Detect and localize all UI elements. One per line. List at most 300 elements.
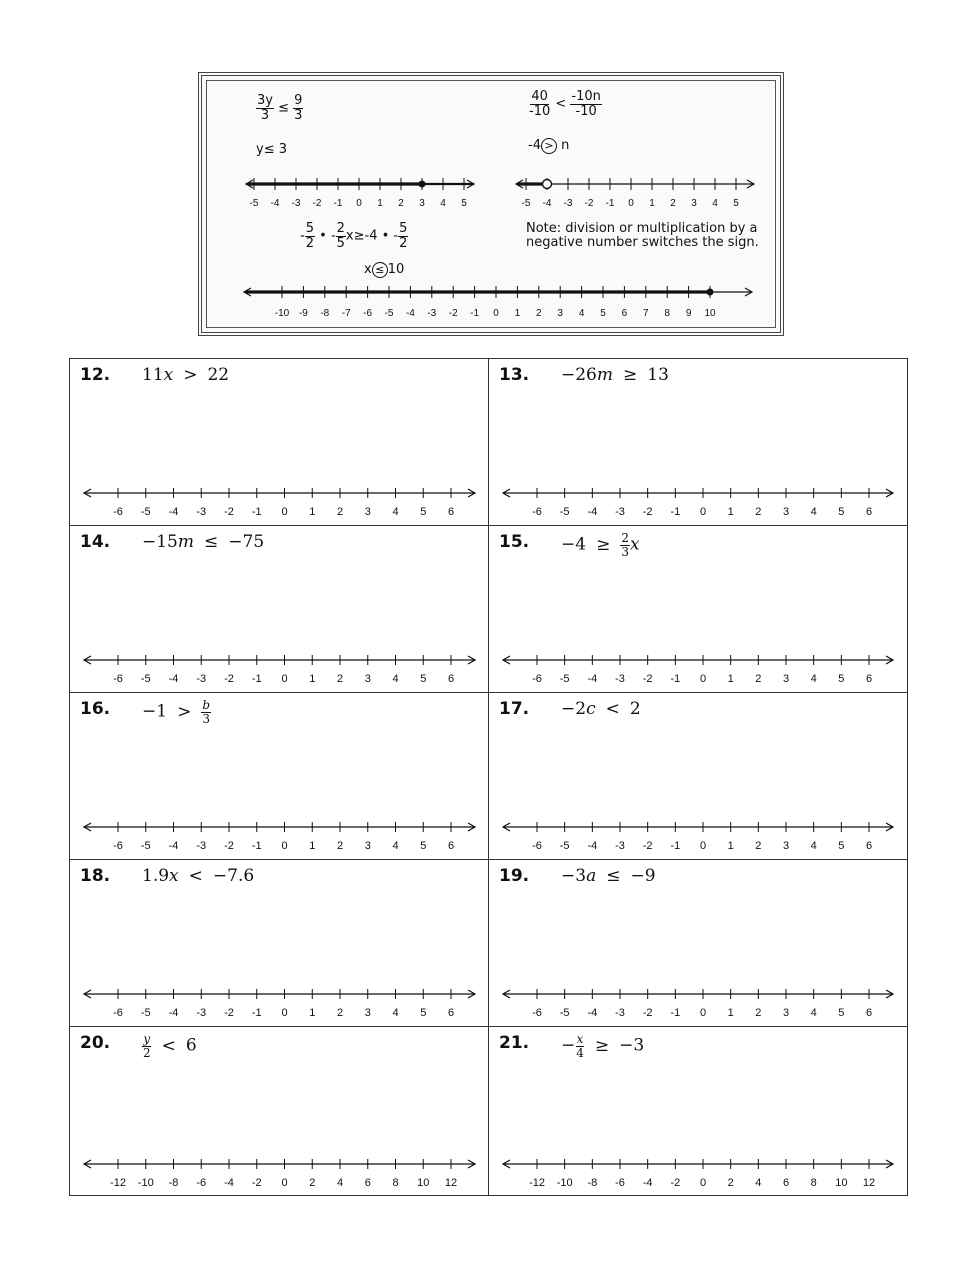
coefficient: −2 bbox=[561, 699, 587, 719]
tick-label: -1 bbox=[670, 840, 681, 849]
tick-label: 5 bbox=[733, 198, 739, 209]
ex2-result-sign: > bbox=[541, 138, 557, 154]
solution-open-dot bbox=[543, 180, 552, 189]
ex2-rhs-den: -10 bbox=[575, 103, 597, 119]
tick-label: 3 bbox=[364, 506, 371, 515]
ex1-lhs-den: 3 bbox=[260, 107, 270, 123]
example3-number-line bbox=[238, 280, 758, 320]
problem-cell bbox=[489, 359, 907, 526]
relation-sign: > bbox=[183, 365, 198, 385]
tick-label: -2 bbox=[642, 840, 653, 849]
left-value: −4 bbox=[561, 534, 587, 555]
tick-label: -2 bbox=[251, 1177, 262, 1186]
example2-result bbox=[528, 138, 569, 154]
problem-cell bbox=[70, 693, 489, 860]
problem-number: 19. bbox=[499, 866, 530, 886]
answer-number-line[interactable] bbox=[78, 819, 481, 849]
ex1-rel: ≤ bbox=[278, 100, 290, 116]
right-value: −9 bbox=[630, 866, 656, 886]
tick-label: 6 bbox=[447, 506, 455, 515]
tick-label: -9 bbox=[298, 308, 308, 319]
tick-label: -6 bbox=[615, 1177, 625, 1186]
tick-label: -6 bbox=[113, 840, 123, 849]
tick-label: 5 bbox=[838, 673, 845, 682]
problem-number: 12. bbox=[80, 365, 111, 385]
tick-label: 1 bbox=[309, 1007, 316, 1016]
tick-label: 2 bbox=[336, 506, 344, 515]
ex3-result-pre: x bbox=[364, 262, 372, 277]
tick-label: 1 bbox=[727, 673, 734, 682]
problem-cell bbox=[489, 860, 907, 1027]
tick-label: 3 bbox=[557, 308, 563, 319]
tick-label: 12 bbox=[444, 1177, 458, 1186]
tick-label: -1 bbox=[251, 506, 262, 515]
tick-label: -5 bbox=[559, 506, 570, 515]
tick-label: 0 bbox=[699, 1007, 707, 1016]
tick-label: -1 bbox=[670, 506, 681, 515]
tick-label: -6 bbox=[113, 1007, 123, 1016]
tick-label: -10 bbox=[556, 1177, 573, 1186]
tick-label: -7 bbox=[341, 308, 351, 319]
problem-cell bbox=[70, 359, 489, 526]
tick-label: -2 bbox=[224, 673, 234, 682]
tick-label: -4 bbox=[405, 308, 415, 319]
tick-label: 4 bbox=[712, 198, 718, 209]
tick-label: 2 bbox=[309, 1177, 316, 1186]
tick-label: -1 bbox=[251, 673, 262, 682]
fraction-denominator: 3 bbox=[202, 711, 210, 726]
tick-label: -2 bbox=[312, 198, 322, 209]
answer-number-line[interactable] bbox=[497, 485, 899, 515]
tick-label: -4 bbox=[168, 840, 179, 849]
fraction bbox=[142, 1033, 152, 1059]
tick-label: 3 bbox=[782, 506, 790, 515]
variable: m bbox=[177, 532, 195, 552]
tick-label: -4 bbox=[587, 673, 598, 682]
tick-label: -4 bbox=[224, 1177, 234, 1186]
tick-label: 0 bbox=[356, 198, 362, 209]
tick-label: -3 bbox=[615, 506, 625, 515]
fraction bbox=[575, 1033, 585, 1059]
tick-label: -6 bbox=[113, 506, 123, 515]
tick-label: 0 bbox=[281, 506, 288, 515]
tick-label: -4 bbox=[587, 1007, 598, 1016]
tick-label: 4 bbox=[578, 308, 585, 319]
tick-label: 3 bbox=[691, 198, 697, 209]
tick-label: -12 bbox=[529, 1177, 545, 1186]
tick-label: -4 bbox=[587, 506, 598, 515]
ex2-rel: < bbox=[555, 96, 567, 112]
tick-label: 1 bbox=[514, 308, 521, 319]
ex3-neg2: - bbox=[330, 228, 336, 244]
tick-label: 0 bbox=[699, 673, 707, 682]
problem-inequality bbox=[561, 365, 669, 385]
tick-label: 3 bbox=[782, 840, 790, 849]
problem-cell bbox=[70, 1027, 489, 1196]
tick-label: 5 bbox=[420, 673, 427, 682]
tick-label: 2 bbox=[398, 198, 404, 209]
tick-label: -1 bbox=[333, 198, 343, 209]
tick-label: 0 bbox=[699, 1177, 707, 1186]
tick-label: -3 bbox=[615, 840, 625, 849]
tick-label: 1 bbox=[309, 840, 316, 849]
problem-cell bbox=[70, 860, 489, 1027]
problem-number: 16. bbox=[80, 699, 111, 719]
tick-label: 6 bbox=[865, 1007, 873, 1016]
tick-label: -5 bbox=[140, 1007, 151, 1016]
variable: c bbox=[586, 699, 596, 719]
tick-label: 1 bbox=[309, 673, 316, 682]
coefficient: 1.9 bbox=[142, 866, 170, 886]
right-value: −7.6 bbox=[212, 866, 255, 886]
ex3-f1-num: 5 bbox=[305, 221, 314, 236]
negative-sign: − bbox=[561, 1035, 576, 1056]
problem-grid bbox=[69, 358, 908, 1196]
tick-label: -4 bbox=[587, 840, 598, 849]
tick-label: 2 bbox=[536, 308, 542, 319]
tick-label: 4 bbox=[755, 1177, 762, 1186]
tick-label: 2 bbox=[755, 673, 762, 682]
variable: a bbox=[586, 866, 597, 886]
tick-label: 4 bbox=[336, 1177, 344, 1186]
tick-label: 3 bbox=[364, 840, 371, 849]
fraction-denominator: 4 bbox=[576, 1045, 584, 1060]
example-note: Note: division or multiplication by a negative number switches the sign. bbox=[526, 221, 759, 250]
tick-label: -2 bbox=[642, 673, 653, 682]
solution-dot bbox=[707, 289, 714, 296]
answer-number-line[interactable] bbox=[78, 986, 481, 1016]
relation-sign: ≤ bbox=[606, 866, 621, 886]
tick-label: 0 bbox=[628, 198, 634, 209]
tick-label: 0 bbox=[281, 673, 288, 682]
tick-label: 5 bbox=[838, 1007, 845, 1016]
tick-label: -6 bbox=[532, 673, 542, 682]
fraction-numerator: x bbox=[576, 1032, 584, 1046]
tick-label: -2 bbox=[224, 1007, 234, 1016]
tick-label: -6 bbox=[532, 506, 542, 515]
answer-number-line[interactable] bbox=[78, 652, 481, 682]
tick-label: 2 bbox=[755, 1007, 762, 1016]
tick-label: -6 bbox=[363, 308, 373, 319]
right-value: 6 bbox=[185, 1035, 197, 1056]
tick-label: 4 bbox=[392, 840, 399, 849]
tick-label: 0 bbox=[281, 840, 288, 849]
ex2-result-post: n bbox=[561, 138, 570, 153]
ex1-rhs-den: 3 bbox=[294, 107, 303, 123]
tick-label: 1 bbox=[649, 198, 655, 209]
tick-label: -6 bbox=[196, 1177, 207, 1186]
ex3-mid: x≥-4 • - bbox=[345, 228, 399, 244]
relation-sign: < bbox=[188, 866, 203, 886]
tick-label: 5 bbox=[600, 308, 606, 319]
coefficient: −3 bbox=[561, 866, 587, 886]
fraction bbox=[620, 532, 630, 558]
tick-label: -4 bbox=[168, 673, 179, 682]
tick-label: -10 bbox=[137, 1177, 154, 1186]
tick-label: -6 bbox=[113, 673, 123, 682]
answer-number-line[interactable] bbox=[497, 819, 899, 849]
tick-label: 7 bbox=[643, 308, 649, 319]
tick-label: -1 bbox=[670, 1007, 681, 1016]
tick-label: -3 bbox=[615, 673, 625, 682]
example1-equation bbox=[256, 94, 303, 122]
problem-inequality bbox=[142, 699, 211, 725]
tick-label: 1 bbox=[309, 506, 316, 515]
example3-equation bbox=[300, 222, 408, 250]
tick-label: -3 bbox=[291, 198, 301, 209]
right-value: 2 bbox=[629, 699, 641, 719]
left-value: −1 bbox=[142, 701, 168, 722]
tick-label: 6 bbox=[782, 1177, 790, 1186]
variable: m bbox=[596, 365, 614, 385]
tick-label: 0 bbox=[699, 840, 707, 849]
tick-label: 5 bbox=[838, 506, 845, 515]
problem-number: 20. bbox=[80, 1033, 111, 1053]
tick-label: 4 bbox=[810, 840, 817, 849]
tick-label: 3 bbox=[364, 673, 371, 682]
answer-number-line[interactable] bbox=[78, 1156, 481, 1186]
problem-number: 13. bbox=[499, 365, 530, 385]
ex2-result-pre: -4 bbox=[528, 138, 541, 153]
example-box bbox=[198, 72, 784, 336]
tick-label: 9 bbox=[685, 308, 692, 319]
fraction-numerator: b bbox=[202, 698, 210, 712]
tick-label: 2 bbox=[336, 673, 344, 682]
tick-label: -3 bbox=[196, 840, 207, 849]
tick-label: -2 bbox=[448, 308, 458, 319]
variable: x bbox=[629, 534, 640, 555]
problem-inequality bbox=[142, 866, 254, 886]
relation-sign: ≥ bbox=[594, 1035, 610, 1056]
problem-inequality bbox=[561, 1033, 644, 1059]
ex3-f1-den: 2 bbox=[305, 235, 314, 251]
problem-number: 14. bbox=[80, 532, 111, 552]
ex3-f2-num: 2 bbox=[336, 221, 345, 236]
relation-sign: > bbox=[177, 701, 192, 722]
example2-equation bbox=[528, 90, 602, 118]
answer-number-line[interactable] bbox=[497, 652, 899, 682]
tick-label: -1 bbox=[251, 1007, 262, 1016]
tick-label: 4 bbox=[810, 506, 817, 515]
tick-label: -3 bbox=[196, 1007, 207, 1016]
tick-label: -3 bbox=[615, 1007, 625, 1016]
ex1-lhs-num: 3y bbox=[257, 93, 273, 108]
tick-label: -8 bbox=[320, 308, 330, 319]
example1-number-line bbox=[240, 172, 480, 212]
tick-label: 2 bbox=[755, 506, 762, 515]
tick-label: -3 bbox=[196, 673, 207, 682]
ex3-result-sign: ≤ bbox=[372, 262, 388, 278]
tick-label: 3 bbox=[782, 1007, 790, 1016]
tick-label: 5 bbox=[420, 1007, 427, 1016]
problem-cell bbox=[489, 1027, 907, 1196]
tick-label: -8 bbox=[587, 1177, 598, 1186]
example1-result: y≤ 3 bbox=[256, 142, 287, 157]
tick-label: 6 bbox=[447, 840, 455, 849]
relation-sign: ≤ bbox=[204, 532, 219, 552]
fraction-denominator: 3 bbox=[621, 544, 629, 559]
tick-label: 5 bbox=[420, 840, 427, 849]
tick-label: 12 bbox=[862, 1177, 876, 1186]
problem-cell bbox=[489, 526, 907, 693]
tick-label: -4 bbox=[168, 506, 179, 515]
tick-label: -2 bbox=[642, 1007, 653, 1016]
coefficient: −26 bbox=[561, 365, 597, 385]
tick-label: 10 bbox=[835, 1177, 848, 1186]
tick-label: -6 bbox=[532, 1007, 542, 1016]
tick-label: -2 bbox=[224, 840, 234, 849]
tick-label: 6 bbox=[447, 673, 455, 682]
tick-label: 4 bbox=[392, 1007, 399, 1016]
tick-label: 2 bbox=[755, 840, 762, 849]
tick-label: 6 bbox=[447, 1007, 455, 1016]
problem-number: 15. bbox=[499, 532, 530, 552]
tick-label: -2 bbox=[584, 198, 594, 209]
tick-label: -5 bbox=[384, 308, 394, 319]
tick-label: 6 bbox=[865, 840, 873, 849]
tick-label: -8 bbox=[168, 1177, 179, 1186]
tick-label: -4 bbox=[168, 1007, 179, 1016]
relation-sign: < bbox=[605, 699, 620, 719]
tick-label: 3 bbox=[419, 198, 425, 209]
tick-label: -5 bbox=[249, 198, 259, 209]
right-value: 22 bbox=[207, 365, 230, 385]
tick-label: 2 bbox=[670, 198, 676, 209]
problem-inequality bbox=[561, 866, 656, 886]
tick-label: 3 bbox=[782, 673, 790, 682]
fraction-numerator: y bbox=[143, 1032, 151, 1046]
answer-number-line[interactable] bbox=[78, 485, 481, 515]
tick-label: 6 bbox=[364, 1177, 371, 1186]
tick-label: 5 bbox=[838, 840, 845, 849]
tick-label: -1 bbox=[470, 308, 480, 319]
fraction bbox=[201, 699, 211, 725]
tick-label: 2 bbox=[727, 1177, 734, 1186]
solution-dot bbox=[419, 181, 426, 188]
coefficient: −15 bbox=[142, 532, 178, 552]
tick-label: -1 bbox=[251, 840, 262, 849]
right-value: 13 bbox=[647, 365, 669, 385]
tick-label: -3 bbox=[563, 198, 573, 209]
tick-label: -2 bbox=[642, 506, 653, 515]
ex2-lhs-den: -10 bbox=[529, 103, 551, 119]
tick-label: 8 bbox=[664, 308, 670, 319]
problem-cell bbox=[70, 526, 489, 693]
example3-result bbox=[364, 262, 404, 278]
tick-label: -5 bbox=[140, 506, 151, 515]
right-value: −75 bbox=[228, 532, 265, 552]
tick-label: 4 bbox=[440, 198, 446, 209]
tick-label: -12 bbox=[110, 1177, 126, 1186]
tick-label: 6 bbox=[865, 506, 873, 515]
problem-inequality bbox=[142, 532, 264, 552]
tick-label: 5 bbox=[461, 198, 467, 209]
tick-label: -3 bbox=[196, 506, 207, 515]
fraction-numerator: 2 bbox=[621, 531, 629, 545]
tick-label: -10 bbox=[274, 308, 290, 319]
tick-label: 6 bbox=[865, 673, 873, 682]
tick-label: 10 bbox=[417, 1177, 430, 1186]
tick-label: 1 bbox=[727, 840, 734, 849]
tick-label: 5 bbox=[420, 506, 427, 515]
example2-number-line bbox=[510, 172, 760, 212]
tick-label: -4 bbox=[270, 198, 280, 209]
tick-label: -5 bbox=[559, 1007, 570, 1016]
tick-label: -5 bbox=[559, 673, 570, 682]
answer-number-line[interactable] bbox=[497, 986, 899, 1016]
problem-inequality bbox=[142, 1033, 197, 1059]
tick-label: -1 bbox=[605, 198, 615, 209]
tick-label: 1 bbox=[727, 506, 734, 515]
problem-inequality bbox=[142, 365, 229, 385]
tick-label: -4 bbox=[542, 198, 552, 209]
tick-label: -5 bbox=[559, 840, 570, 849]
tick-label: 6 bbox=[621, 308, 628, 319]
tick-label: 1 bbox=[377, 198, 383, 209]
right-value: −3 bbox=[619, 1035, 645, 1056]
ex3-neg1: - bbox=[300, 228, 305, 244]
tick-label: 4 bbox=[392, 506, 399, 515]
relation-sign: < bbox=[161, 1035, 176, 1056]
tick-label: 10 bbox=[704, 308, 716, 319]
tick-label: -5 bbox=[521, 198, 531, 209]
problem-number: 17. bbox=[499, 699, 530, 719]
tick-label: -2 bbox=[224, 506, 234, 515]
relation-sign: ≥ bbox=[623, 365, 638, 385]
coefficient: 11 bbox=[142, 365, 164, 385]
problem-inequality bbox=[561, 699, 641, 719]
ex3-f3-den: 2 bbox=[399, 235, 408, 251]
tick-label: -5 bbox=[140, 840, 151, 849]
tick-label: -5 bbox=[140, 673, 151, 682]
variable: x bbox=[169, 866, 179, 886]
tick-label: -3 bbox=[427, 308, 437, 319]
tick-label: -1 bbox=[670, 673, 681, 682]
tick-label: 4 bbox=[810, 673, 817, 682]
tick-label: 8 bbox=[392, 1177, 399, 1186]
answer-number-line[interactable] bbox=[497, 1156, 899, 1186]
ex1-rhs-num: 9 bbox=[294, 93, 303, 108]
tick-label: 0 bbox=[281, 1007, 288, 1016]
tick-label: 0 bbox=[493, 308, 499, 319]
tick-label: 4 bbox=[810, 1007, 817, 1016]
tick-label: 4 bbox=[392, 673, 399, 682]
ex3-dot1: • bbox=[319, 228, 327, 244]
tick-label: -4 bbox=[642, 1177, 653, 1186]
ex2-rhs-num: -10n bbox=[571, 89, 601, 104]
problem-cell bbox=[489, 693, 907, 860]
tick-label: -6 bbox=[532, 840, 542, 849]
relation-sign: ≥ bbox=[596, 534, 611, 555]
ex2-lhs-num: 40 bbox=[531, 89, 548, 104]
tick-label: 0 bbox=[281, 1177, 288, 1186]
ex3-f2-den: 5 bbox=[336, 235, 345, 251]
fraction-denominator: 2 bbox=[143, 1045, 151, 1060]
tick-label: 8 bbox=[810, 1177, 817, 1186]
tick-label: -2 bbox=[670, 1177, 681, 1186]
variable: x bbox=[163, 365, 174, 385]
problem-number: 21. bbox=[499, 1033, 530, 1053]
problem-number: 18. bbox=[80, 866, 111, 886]
tick-label: 1 bbox=[727, 1007, 734, 1016]
tick-label: 2 bbox=[336, 840, 344, 849]
tick-label: 0 bbox=[699, 506, 707, 515]
problem-inequality bbox=[561, 532, 640, 558]
tick-label: 2 bbox=[336, 1007, 344, 1016]
ex3-result-post: 10 bbox=[387, 262, 405, 277]
ex3-f3-num: 5 bbox=[399, 221, 408, 236]
tick-label: 3 bbox=[364, 1007, 371, 1016]
